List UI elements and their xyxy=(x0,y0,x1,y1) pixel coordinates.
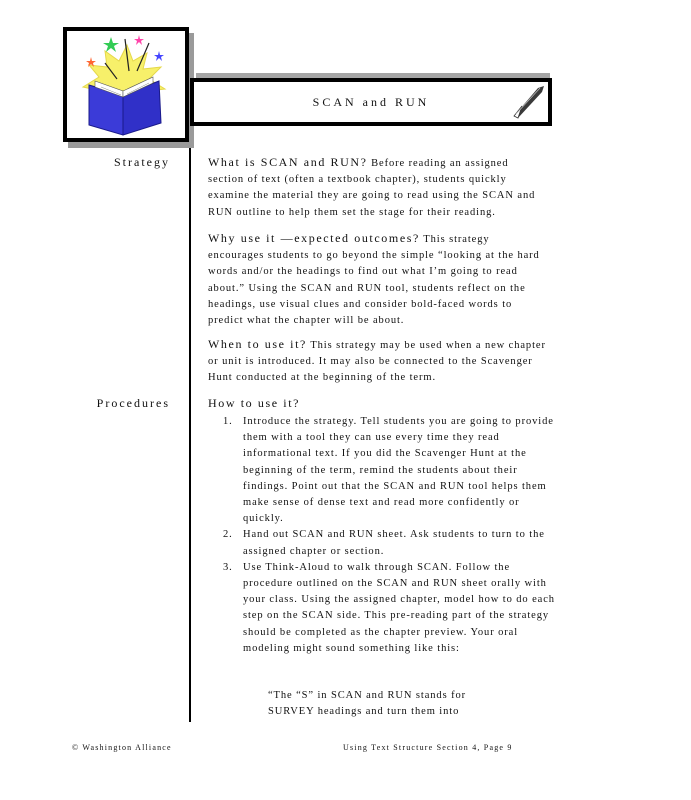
what-body: Before reading an assigned section of text (often a textbook chapter), students quickly examine the material they are going to read using the SCAN and RUN outline to help them set the stage for their reading. xyxy=(208,158,536,218)
footer-page-info: Using Text Structure Section 4, Page 9 xyxy=(343,743,513,752)
procedure-list xyxy=(223,414,555,657)
procedures-label: Procedures xyxy=(96,396,170,410)
page-title: SCAN and RUN xyxy=(312,94,430,109)
list-item xyxy=(223,527,555,559)
modeling-quote-line-2: SURVEY headings and turn them into xyxy=(268,706,460,717)
strategy-label: Strategy xyxy=(114,155,170,169)
how-heading: How to use it? xyxy=(208,396,301,410)
list-item-text: Hand out SCAN and RUN sheet. Ask students to turn to the assigned chapter or section. xyxy=(243,529,545,557)
open-book-icon xyxy=(67,31,185,138)
what-paragraph xyxy=(208,154,548,221)
list-item xyxy=(223,560,555,657)
what-heading: What is SCAN and RUN? xyxy=(208,155,368,169)
list-item-text: Use Think-Aloud to walk through SCAN. Follow the procedure outlined on the SCAN and RUN sheet orally with your class. Using the assigned chapter, model how to do each step on the SCAN side. This pre-reading part of the strategy should be completed as the chapter preview. Your oral modeling might sound something like this: xyxy=(243,561,555,654)
pen-nib-icon xyxy=(508,82,548,122)
why-heading: Why use it —expected outcomes? xyxy=(208,231,420,245)
when-heading: When to use it? xyxy=(208,337,307,351)
list-item xyxy=(223,414,555,527)
list-item-number: 3. xyxy=(223,561,233,573)
column-divider xyxy=(189,148,191,722)
footer-copyright: © Washington Alliance xyxy=(72,743,172,752)
book-logo xyxy=(63,27,189,142)
modeling-quote-line-1: “The “S” in SCAN and RUN stands for xyxy=(268,690,467,701)
list-item-text: Introduce the strategy. Tell students you are going to provide them with a tool they can use every time they read informational text. If you did the Scavenger Hunt at the beginning of the term, remind the students about their findings. Point out that the SCAN and RUN tool helps them make sense of dense text and read more confidently or quickly. xyxy=(243,416,554,525)
why-body: This strategy encourages students to go beyond the simple “looking at the hard words and/or the headings to find out what I’m going to read about.” Using the SCAN and RUN tool, students reflect on the headings, use visual clues and consider bold-faced words to predict what the chapter will be about. xyxy=(208,234,540,327)
when-body: This strategy may be used when a new chapter or unit is introduced. It may also be connected to the Scavenger Hunt conducted at the beginning of the term. xyxy=(208,340,546,384)
why-paragraph xyxy=(208,230,548,329)
list-item-number: 1. xyxy=(223,416,233,427)
list-item-number: 2. xyxy=(223,529,233,541)
when-paragraph xyxy=(208,336,548,387)
